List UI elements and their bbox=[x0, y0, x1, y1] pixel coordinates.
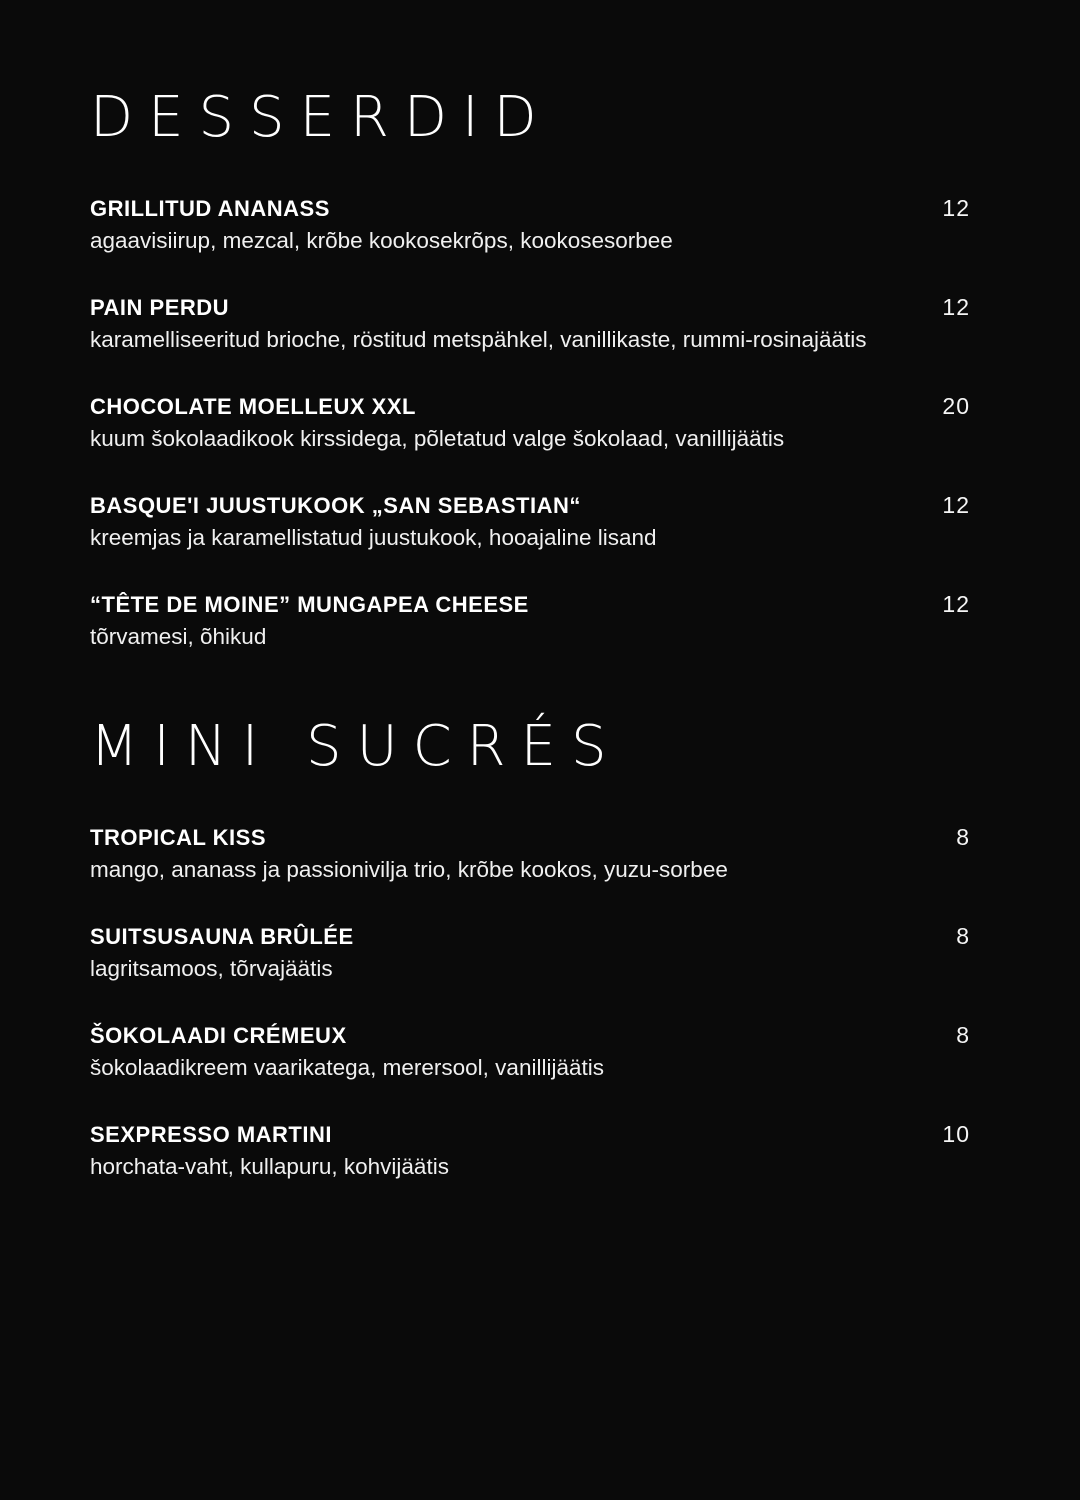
menu-item-sokolaadi-cremeux bbox=[90, 1019, 970, 1084]
item-description: kreemjas ja karamellistatud juustukook, hooajaline lisand bbox=[90, 525, 657, 550]
item-name: SEXPRESSO MARTINI bbox=[90, 1122, 332, 1147]
item-price: 12 bbox=[942, 195, 970, 221]
item-name: ŠOKOLAADI CRÉMEUX bbox=[90, 1023, 347, 1048]
item-description: šokolaadikreem vaarikatega, merersool, vanillijäätis bbox=[90, 1055, 604, 1080]
item-name: BASQUE'I JUUSTUKOOK „SAN SEBASTIAN“ bbox=[90, 493, 581, 518]
menu-item-chocolate-moelleux bbox=[90, 390, 970, 455]
item-description: lagritsamoos, tõrvajäätis bbox=[90, 956, 333, 981]
item-description: agaavisiirup, mezcal, krõbe kookosekrõps, kookosesorbee bbox=[90, 228, 673, 253]
menu-item-suitsusauna-brulee bbox=[90, 920, 970, 985]
item-name: SUITSUSAUNA BRÛLÉE bbox=[90, 924, 354, 949]
item-name: PAIN PERDU bbox=[90, 295, 230, 320]
section-title-desserdid: DESSERDID bbox=[90, 85, 552, 150]
item-description: tõrvamesi, õhikud bbox=[90, 624, 267, 649]
menu-item-sexpresso-martini bbox=[90, 1118, 970, 1183]
section-desserdid bbox=[90, 86, 970, 653]
menu-item-tropical-kiss bbox=[90, 821, 970, 886]
item-description: horchata-vaht, kullapuru, kohvijäätis bbox=[90, 1154, 449, 1179]
menu-item-tete-de-moine bbox=[90, 588, 970, 653]
menu-item-grillitud-ananass bbox=[90, 192, 970, 257]
item-price: 10 bbox=[942, 1121, 970, 1147]
item-name: GRILLITUD ANANASS bbox=[90, 196, 330, 221]
item-price: 12 bbox=[942, 294, 970, 320]
item-price: 20 bbox=[942, 393, 970, 419]
item-price: 8 bbox=[956, 824, 970, 850]
item-description: kuum šokolaadikook kirssidega, põletatud valge šokolaad, vanillijäätis bbox=[90, 426, 785, 451]
menu-item-pain-perdu bbox=[90, 291, 970, 356]
item-price: 12 bbox=[942, 492, 970, 518]
item-description: karamelliseeritud brioche, röstitud metspähkel, vanillikaste, rummi-rosinajäätis bbox=[90, 327, 867, 352]
item-price: 12 bbox=[942, 591, 970, 617]
item-price: 8 bbox=[956, 1022, 970, 1048]
item-name: CHOCOLATE MOELLEUX XXL bbox=[90, 394, 416, 419]
section-mini-sucres bbox=[90, 715, 970, 1183]
item-price: 8 bbox=[956, 923, 970, 949]
item-description: mango, ananass ja passionivilja trio, krõbe kookos, yuzu-sorbee bbox=[90, 857, 728, 882]
item-name: TROPICAL KISS bbox=[90, 825, 267, 850]
menu-item-basque-juustukook bbox=[90, 489, 970, 554]
section-title-mini-sucres: MINI SUCRÉS bbox=[90, 714, 622, 779]
item-name: “TÊTE DE MOINE” MUNGAPEA CHEESE bbox=[90, 592, 529, 617]
